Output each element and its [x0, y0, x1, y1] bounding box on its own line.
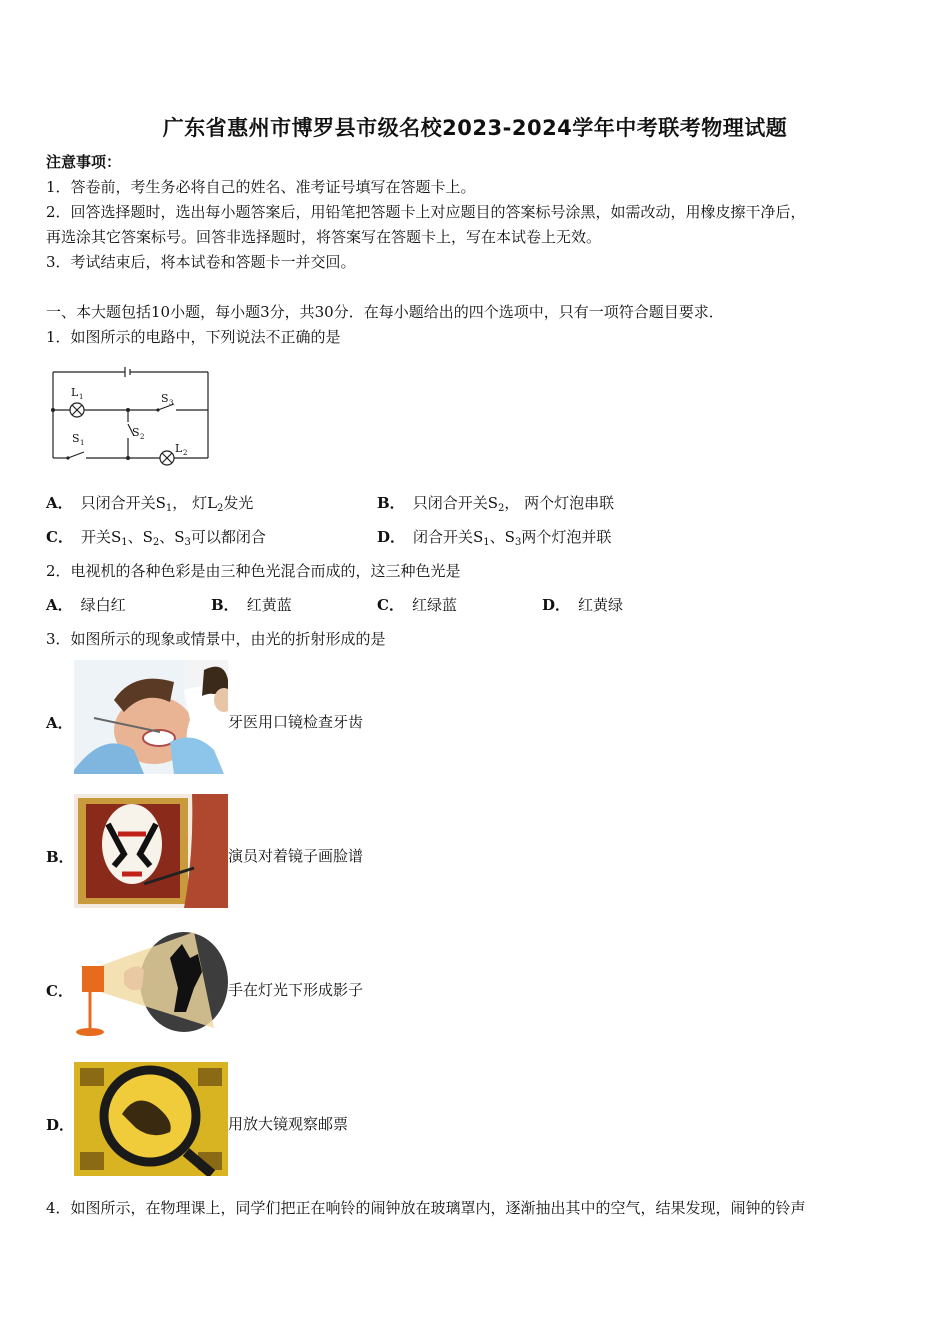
label-s1: S [72, 432, 80, 445]
label-s3-sub: 3 [169, 399, 174, 407]
opera-mask-photo [74, 794, 228, 908]
label-s1-sub: 1 [80, 439, 85, 447]
circuit-diagram [46, 362, 216, 468]
notice-heading: 注意事项： [46, 153, 122, 171]
q1-option-b: B． 只闭合开关$S_2$， 两个灯泡串联 [377, 494, 615, 514]
q1-option-c: C． 开关$S_1$、$S_2$、$S_3$可以都闭合 [46, 528, 266, 548]
q2-option-d: D． 红黄绿 [542, 596, 624, 614]
q3-option-c-letter: C． [46, 982, 73, 1000]
label-l2-sub: 2 [183, 449, 188, 457]
label-l2: L [175, 442, 183, 455]
hand-shadow-photo [74, 928, 228, 1042]
label-s3: S [161, 392, 169, 405]
notice-item: 3．考试结束后，将本试卷和答题卡一并交回。 [46, 253, 356, 271]
q1-option-d: D． 闭合开关$S_1$、$S_3$两个灯泡并联 [377, 528, 612, 548]
q2-option-a: A． 绿白红 [46, 596, 126, 614]
q2-option-c: C． 红绿蓝 [377, 596, 457, 614]
q2-option-b: B． 红黄蓝 [211, 596, 292, 614]
q1-option-a: A． 只闭合开关$S_1$， 灯$L_2$发光 [46, 494, 254, 514]
q3-option-a-letter: A． [46, 714, 73, 732]
notice-item: 1．答卷前，考生务必将自己的姓名、准考证号填写在答题卡上。 [46, 178, 476, 196]
q3-option-b-letter: B． [46, 848, 74, 866]
q3-option-b-text: 演员对着镜子画脸谱 [228, 847, 364, 865]
dentist-photo [74, 660, 228, 774]
question-3-stem: 3．如图所示的现象或情景中，由光的折射形成的是 [46, 630, 386, 648]
q3-option-d-text: 用放大镜观察邮票 [228, 1115, 349, 1133]
page-title: 广东省惠州市博罗县市级名校2023-2024学年中考联考物理试题 [162, 116, 788, 140]
magnifier-stamp-photo [74, 1062, 228, 1176]
label-l1-sub: 1 [79, 393, 84, 401]
notice-item: 2．回答选择题时，选出每小题答案后，用铅笔把答题卡上对应题目的答案标号涂黑，如需改动，用橡皮擦干净后， [46, 203, 806, 221]
label-s2: S [132, 426, 140, 439]
label-l1: L [71, 386, 79, 399]
label-s2-sub: 2 [140, 433, 145, 441]
question-2-stem: 2．电视机的各种色彩是由三种色光混合而成的，这三种色光是 [46, 562, 461, 580]
section-heading: 一、本大题包括10小题，每小题3分，共30分．在每小题给出的四个选项中，只有一项符合题目要求． [46, 303, 724, 321]
question-1-stem: 1．如图所示的电路中，下列说法不正确的是 [46, 328, 341, 346]
q3-option-c-text: 手在灯光下形成影子 [228, 981, 364, 999]
q3-option-a-text: 牙医用口镜检查牙齿 [228, 713, 364, 731]
q3-option-d-letter: D． [46, 1116, 75, 1134]
question-4-stem: 4．如图所示，在物理课上，同学们把正在响铃的闹钟放在玻璃罩内，逐渐抽出其中的空气，结果发现，闹钟的铃声 [46, 1199, 806, 1217]
notice-item: 再选涂其它答案标号。回答非选择题时，将答案写在答题卡上，写在本试卷上无效。 [46, 228, 602, 246]
